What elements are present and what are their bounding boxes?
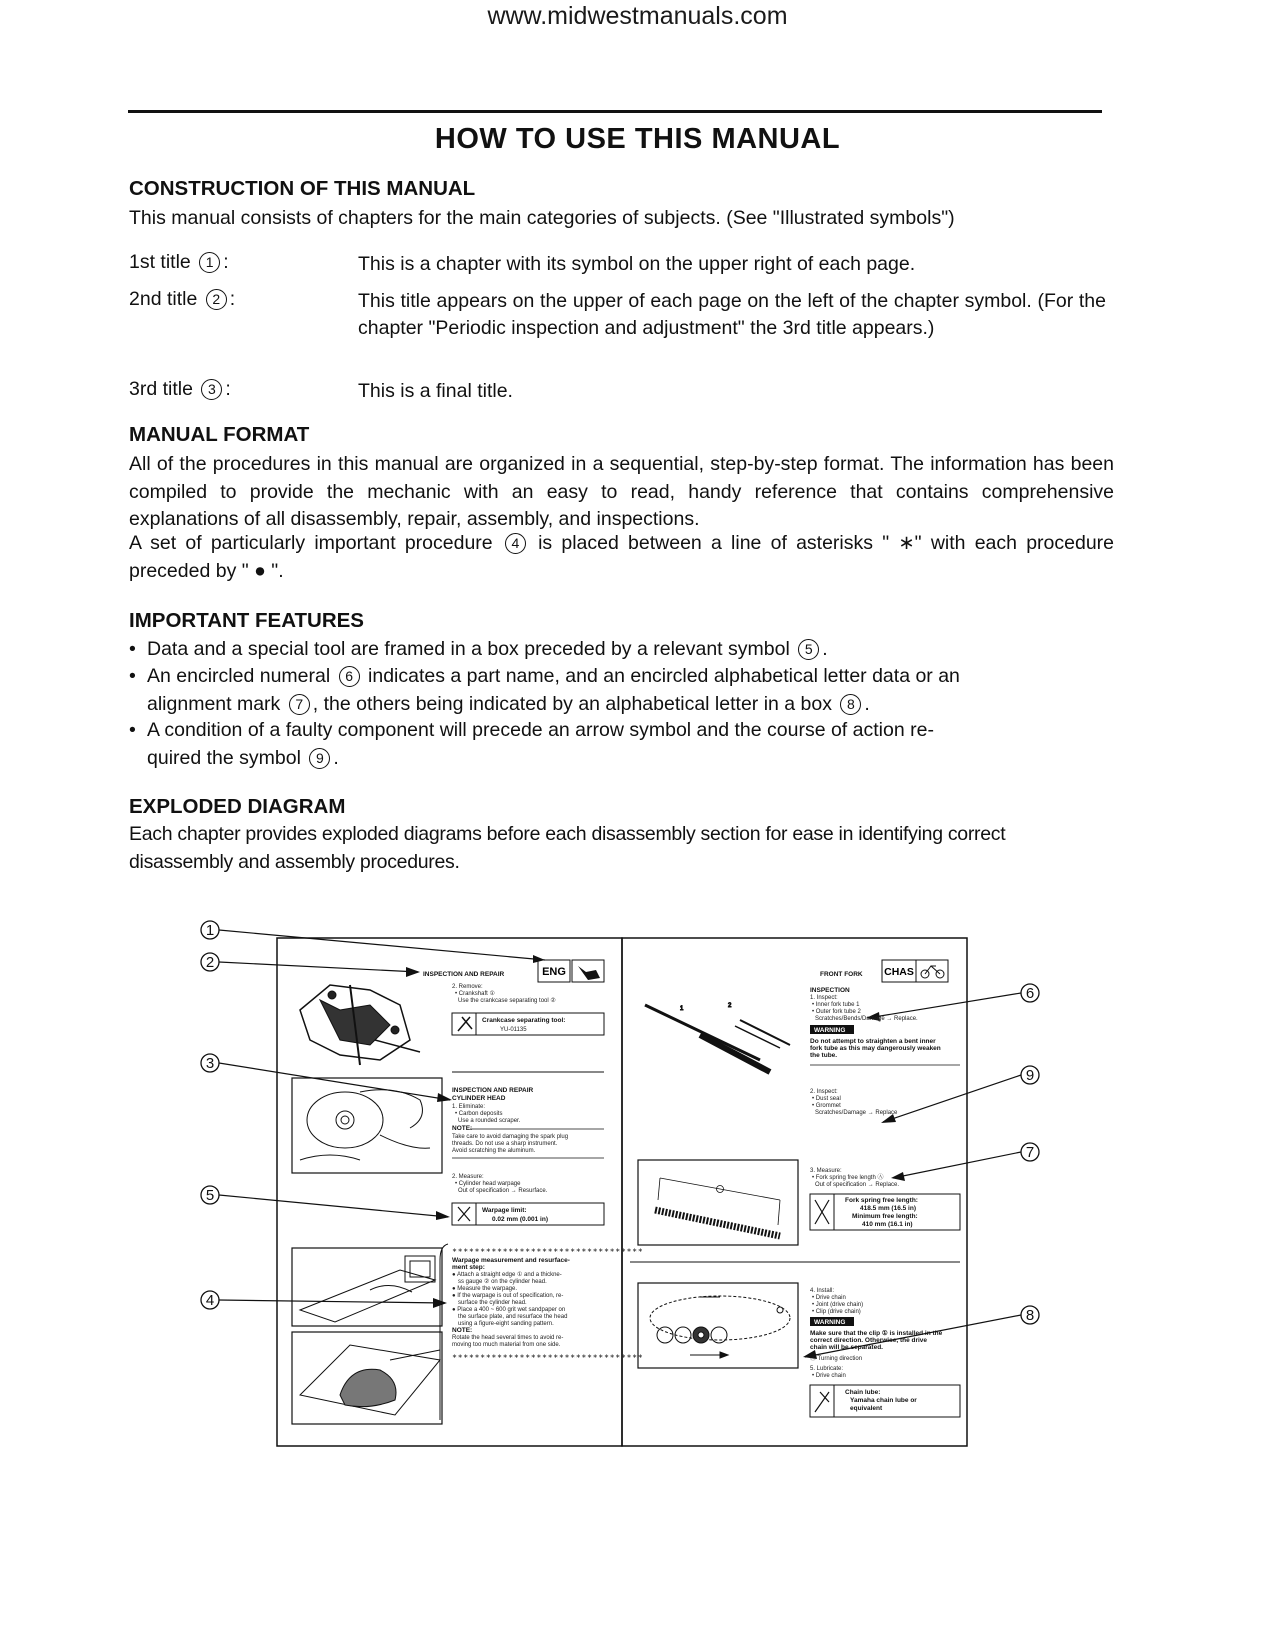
lube-line1: 5. Lubricate: <box>810 1366 844 1372</box>
spec-data-icon-2 <box>815 1200 829 1224</box>
second-title-desc: This title appears on the upper of each page on the left of the chapter symbol. (For the chapter "Periodic inspection and adjustment" the 3rd title appears.) <box>358 290 1106 339</box>
proc-line7: surface the cylinder head. <box>458 1300 527 1306</box>
insp2-line4: Scratches/Damage → Replace <box>815 1110 898 1116</box>
callout-5: 5 <box>798 639 819 660</box>
measure-line2: • Fork spring free length Ⓐ <box>812 1175 884 1181</box>
feature-bullet-2: • An encircled numeral 6 indicates a part name, and an encircled alphabetical letter data or an alignment mark 7 , the others being indicated by an alphabetical letter in a box 8 . <box>129 665 960 715</box>
proc-line2: ment step: <box>452 1264 485 1271</box>
left-page-content <box>292 960 643 1424</box>
lube-box-line1: Chain lube: <box>845 1389 881 1396</box>
asterisk-line-bottom: ∗∗∗∗∗∗∗∗∗∗∗∗∗∗∗∗∗∗∗∗∗∗∗∗∗∗∗∗∗∗∗∗∗∗ <box>452 1354 644 1360</box>
cylinder-head-illustration <box>300 1090 430 1160</box>
proc-line9: the surface plate, and resurface the head <box>458 1314 568 1320</box>
right-warning-1: WARNING <box>814 1027 846 1034</box>
exploded-text: Each chapter provides exploded diagrams before each disassembly section for ease in identifying correct disassembly and assembly procedures. <box>129 823 1006 873</box>
exploded-heading: EXPLODED DIAGRAM <box>129 795 346 818</box>
chassis-bike-icon <box>921 966 944 978</box>
install-line2: • Drive chain <box>812 1295 846 1301</box>
right-insp-line2: 1. Inspect: <box>810 995 838 1001</box>
warn1-line3: the tube. <box>810 1052 838 1059</box>
construction-heading: CONSTRUCTION OF THIS MANUAL <box>129 177 476 200</box>
fig-callout-5-num: 5 <box>205 1187 215 1204</box>
callout-7: 7 <box>289 694 310 715</box>
third-title-desc: This is a final title. <box>358 380 513 402</box>
left-step1-line2: • Crankshaft ① <box>455 991 495 997</box>
right-insp-line5: Scratches/Bends/Damage → Replace. <box>815 1016 918 1022</box>
first-title-label: 1st title 1 : <box>129 251 229 273</box>
lube-box-line2: Yamaha chain lube or <box>850 1397 917 1404</box>
feature-bullet-1: • Data and a special tool are framed in a box preceded by a relevant symbol 5 . <box>129 638 828 660</box>
warp-box-title: Warpage limit: <box>482 1207 527 1214</box>
surface-plate-illustration <box>300 1345 440 1415</box>
right-insp-line4: • Outer fork tube 2 <box>812 1009 861 1015</box>
spec-data-icon <box>458 1207 470 1221</box>
left-chapter-symbol: ENG <box>542 966 566 978</box>
format-paragraph-2: A set of particularly important procedure 4 is placed between a line of asterisks " ∗" with each procedure preceded by " ● ". <box>129 532 1115 582</box>
right-sample-page <box>622 938 967 1446</box>
left-note-label: NOTE: <box>452 1125 473 1132</box>
format-heading: MANUAL FORMAT <box>129 423 310 446</box>
drive-chain-illustration <box>650 1296 790 1358</box>
install-line1: 4. Install: <box>810 1288 835 1294</box>
feature-bullet-3: • A condition of a faulty component will precede an arrow symbol and the course of action re- quired the symbol 9 . <box>129 719 934 769</box>
lube-box-line3: equivalent <box>850 1405 883 1412</box>
asterisk-line-top: ∗∗∗∗∗∗∗∗∗∗∗∗∗∗∗∗∗∗∗∗∗∗∗∗∗∗∗∗∗∗∗∗∗∗ <box>452 1248 644 1254</box>
insp2-line2: • Dust seal <box>812 1096 841 1102</box>
second-title-label: 2nd title 2 : <box>129 288 236 310</box>
warn2-line2: correct direction. Otherwise, the drive <box>810 1337 928 1344</box>
svg-text:1: 1 <box>680 1006 684 1012</box>
tool-box-title: Crankcase separating tool: <box>482 1017 566 1024</box>
proc-line11: NOTE: <box>452 1327 473 1334</box>
callout-8: 8 <box>840 694 861 715</box>
spring-box-line1: Fork spring free length: <box>845 1197 918 1204</box>
warp-box-value: 0.02 mm (0.001 in) <box>492 1216 548 1223</box>
left-step2-line1: 1. Eliminate: <box>452 1104 486 1110</box>
fig-callout-8-num: 8 <box>1025 1307 1035 1324</box>
fig-callout-7-num: 7 <box>1025 1144 1035 1161</box>
callout-3: 3 <box>201 379 222 400</box>
left-step2-line3: Use a rounded scraper. <box>458 1118 521 1124</box>
first-title-desc: This is a chapter with its symbol on the upper right of each page. <box>358 253 916 275</box>
page-title: HOW TO USE THIS MANUAL <box>434 123 841 155</box>
left-note-line1: Take care to avoid damaging the spark plug <box>452 1134 569 1140</box>
install-line3: • Joint (drive chain) <box>812 1302 864 1308</box>
insp2-line3: • Grommet <box>812 1103 841 1109</box>
fork-tubes-illustration <box>645 1003 790 1072</box>
callout-2: 2 <box>206 289 227 310</box>
format-paragraph-1: All of the procedures in this manual are organized in a sequential, step-by-step format. The information has been compiled to provide the mechanic with an easy to read, handy reference that contains comprehensive explanations of all disassembly, repair, assembly, and inspections. <box>129 453 1114 530</box>
left-step3-line3: Out of specification → Resurface. <box>458 1188 548 1194</box>
right-page-header: FRONT FORK <box>820 971 863 978</box>
crankcase-illustration <box>300 985 420 1065</box>
proc-line3: ● Attach a straight edge ① and a thickne- <box>452 1272 562 1278</box>
proc-line6: ● If the warpage is out of specification, re- <box>452 1293 564 1299</box>
construction-intro: This manual consists of chapters for the main categories of subjects. (See "Illustrated symbols") <box>129 207 955 229</box>
warn2-line1: Make sure that the clip ① is installed in the <box>810 1330 943 1337</box>
callout-1: 1 <box>199 252 220 273</box>
site-url: www.midwestmanuals.com <box>487 2 788 30</box>
turning-direction: Ⓐ Turning direction <box>810 1356 863 1362</box>
measure-line3: Out of specification → Replace. <box>815 1182 900 1188</box>
straight-edge-illustration <box>300 1256 435 1322</box>
right-warning-2: WARNING <box>814 1319 846 1326</box>
fig-callout-4-num: 4 <box>205 1292 215 1309</box>
right-insp-line1: INSPECTION <box>810 987 850 994</box>
proc-line8: ● Place a 400 ~ 600 grit wet sandpaper on <box>452 1307 566 1313</box>
warn1-line2: fork tube as this may dangerously weaken <box>810 1045 941 1052</box>
fork-spring-illustration <box>655 1178 780 1236</box>
third-title-label: 3rd title 3 : <box>129 378 231 400</box>
left-step1-line1: 2. Remove: <box>452 984 483 990</box>
insp2-line1: 2. Inspect: <box>810 1089 838 1095</box>
install-line4: • Clip (drive chain) <box>812 1309 861 1315</box>
left-section-subtitle: CYLINDER HEAD <box>452 1095 506 1102</box>
spring-box-line4: 410 mm (16.1 in) <box>862 1221 913 1228</box>
right-chapter-symbol: CHAS <box>884 966 914 978</box>
proc-line5: ● Measure the warpage. <box>452 1286 517 1292</box>
lubricant-icon <box>815 1392 829 1412</box>
proc-line10: using a figure-eight sanding pattern. <box>458 1321 554 1327</box>
proc-line4: ss gauge ② on the cylinder head. <box>458 1279 547 1285</box>
spring-box-line3: Minimum free length: <box>852 1213 918 1220</box>
fig-callout-9-num: 9 <box>1025 1067 1035 1084</box>
measure-line1: 3. Measure: <box>810 1168 842 1174</box>
left-step2-line2: • Carbon deposits <box>455 1111 503 1117</box>
left-note-line3: Avoid scratching the aluminum. <box>452 1148 536 1154</box>
left-step3-line2: • Cylinder head warpage <box>455 1181 521 1187</box>
left-note-line2: threads. Do not use a sharp instrument. <box>452 1141 558 1147</box>
callout-9: 9 <box>309 748 330 769</box>
left-section-title: INSPECTION AND REPAIR <box>452 1087 534 1094</box>
special-tool-icon <box>458 1017 472 1031</box>
fig-callout-3-num: 3 <box>205 1055 215 1072</box>
warn1-line1: Do not attempt to straighten a bent inner <box>810 1038 936 1045</box>
tool-box-value: YU-01135 <box>500 1027 527 1033</box>
proc-line1: Warpage measurement and resurface- <box>452 1257 570 1264</box>
left-step3-line1: 2. Measure: <box>452 1174 484 1180</box>
proc-line12: Rotate the head several times to avoid re- <box>452 1335 564 1341</box>
callout-4: 4 <box>505 533 526 554</box>
lube-line2: • Drive chain <box>812 1373 846 1379</box>
right-insp-line3: • Inner fork tube 1 <box>812 1002 860 1008</box>
spring-box-line2: 418.5 mm (16.5 in) <box>860 1205 916 1212</box>
callout-6: 6 <box>339 666 360 687</box>
proc-line13: moving too much material from one side. <box>452 1342 561 1348</box>
fig-callout-1-num: 1 <box>205 922 215 939</box>
right-page-content <box>630 960 960 1417</box>
features-heading: IMPORTANT FEATURES <box>129 609 364 632</box>
svg-text:2: 2 <box>728 1003 732 1009</box>
left-page-header: INSPECTION AND REPAIR <box>423 971 505 978</box>
warn2-line3: chain will be separated. <box>810 1344 883 1351</box>
fig-callout-6-num: 6 <box>1025 985 1035 1002</box>
eng-chapter-icon <box>578 966 600 980</box>
left-step1-line3: Use the crankcase separating tool ② <box>458 998 556 1004</box>
fig-callout-2-num: 2 <box>205 954 215 971</box>
